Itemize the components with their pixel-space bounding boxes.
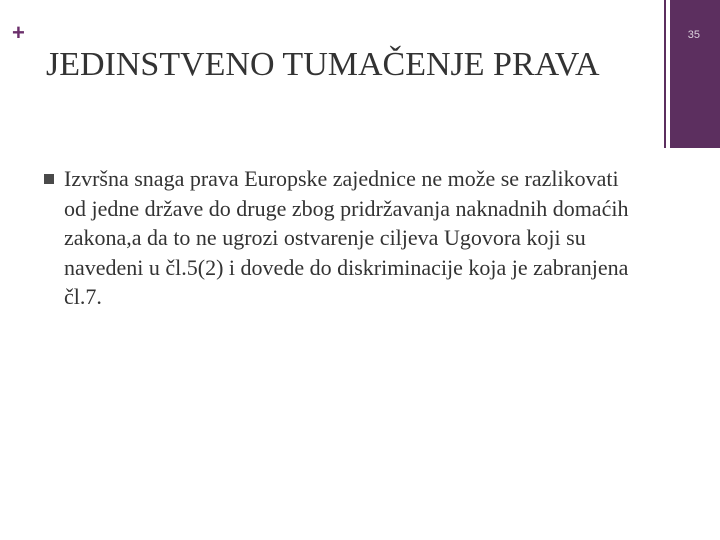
square-bullet-icon <box>44 174 54 184</box>
bullet-list <box>44 164 644 312</box>
bullet-text: Izvršna snaga prava Europske zajednice ne može se razlikovati od jedne države do druge zbog pridržavanja naknadnih domaćih zakona,a da to ne ugrozi ostvarenje ciljeva Ugovora koji su navedeni u čl.5(2) i dovede do diskriminacije koja je zabranjena čl.7. <box>64 166 629 309</box>
plus-icon: + <box>12 20 25 45</box>
slide-title: JEDINSTVENO TUMAČENJE PRAVA <box>46 46 600 83</box>
accent-rule <box>664 0 666 148</box>
accent-bar <box>670 0 720 148</box>
bullet-item <box>44 164 644 312</box>
slide-number: 35 <box>687 29 700 41</box>
